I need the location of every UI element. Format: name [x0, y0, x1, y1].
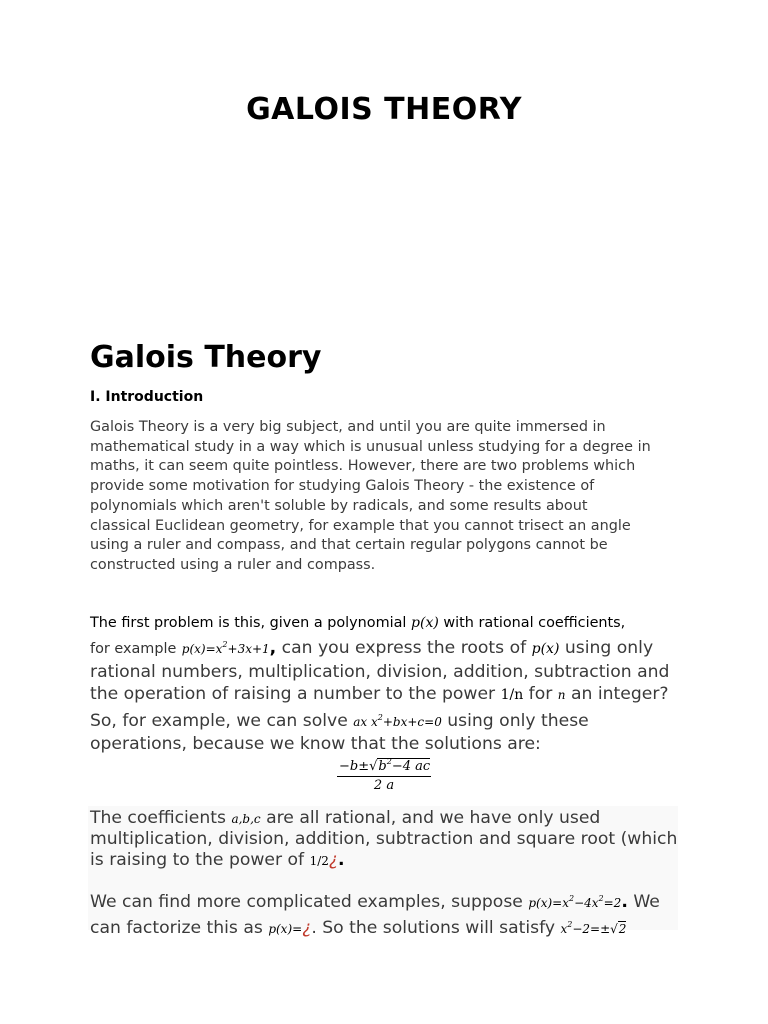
math-quadratic: ax $x^2+bx+c=0$ — [353, 712, 442, 729]
broken-glyph: ¿ — [302, 918, 312, 938]
text: can you express the roots of — [276, 638, 532, 658]
cover-title: GALOIS THEORY — [246, 92, 522, 127]
math-px: p(x) — [411, 615, 439, 631]
intro-line: mathematical study in a way which is unusual unless studying for a degree in — [90, 438, 651, 455]
text: for — [523, 684, 558, 704]
math-factor: p(x)= — [268, 922, 303, 936]
text: an integer? So, for example, we can solve — [90, 684, 669, 731]
intro-line: polynomials which aren't soluble by radicals, and some results about — [90, 497, 588, 514]
text: The coefficients — [90, 808, 232, 828]
text: using only these operations, because we know that the solutions are: — [90, 710, 589, 754]
intro-line: maths, it can seem quite pointless. However, there are two problems which — [90, 458, 636, 475]
quadratic-formula — [337, 757, 431, 793]
comma: , — [269, 638, 277, 658]
text: with rational coefficients, — [443, 615, 626, 631]
text: The first problem is this, given a polynomial — [90, 615, 407, 631]
coefficients-paragraph — [90, 808, 680, 871]
math-px: p(x) — [531, 641, 560, 657]
intro-line: provide some motivation for studying Galois Theory - the existence of — [90, 478, 595, 495]
section-heading: I. Introduction — [90, 389, 204, 405]
broken-glyph: ¿ — [328, 849, 339, 870]
lead-text: for example — [90, 641, 177, 657]
page-heading: Galois Theory — [90, 340, 322, 375]
intro-line: classical Euclidean geometry, for example that you cannot trisect an angle — [90, 517, 631, 534]
math-solution: $x^2-2=\pm√2$ — [560, 920, 627, 936]
math-power: 1/n — [500, 687, 524, 703]
text: are all rational, and we have only used multiplication, division, addition, subtraction and square root (which is raising to the power of — [90, 808, 678, 870]
period: . — [338, 849, 345, 870]
text: . So the solutions will satisfy — [311, 918, 561, 938]
math-abc: a,b,c — [231, 812, 261, 826]
text: using only rational numbers, multiplication, division, addition, subtraction and the operation of raising a number to the power — [90, 638, 670, 704]
problem-paragraph — [90, 634, 690, 756]
math-half: 1/2 — [309, 853, 329, 868]
intro-line: Galois Theory is a very big subject, and until you are quite immersed in — [90, 419, 606, 435]
math-equation: $p(x)=x^2-4x^2=2$ — [528, 894, 622, 910]
math-poly: $p(x)=x^2+3x+1$ — [181, 640, 270, 656]
formula-numerator: $-b\pm√b^2-4$ ac — [337, 757, 431, 777]
intro-line: using a ruler and compass, and that certain regular polygons cannot be — [90, 537, 608, 554]
problem-intro-line — [90, 615, 690, 631]
intro-paragraph — [90, 418, 690, 576]
intro-line: constructed using a ruler and compass. — [90, 556, 376, 573]
period: . — [621, 892, 628, 912]
math-n: n — [557, 688, 566, 702]
formula-denominator: 2 a — [373, 778, 395, 793]
text: We can find more complicated examples, suppose — [90, 892, 529, 912]
example-paragraph — [90, 888, 690, 940]
text: We can factorize this as — [90, 892, 660, 938]
